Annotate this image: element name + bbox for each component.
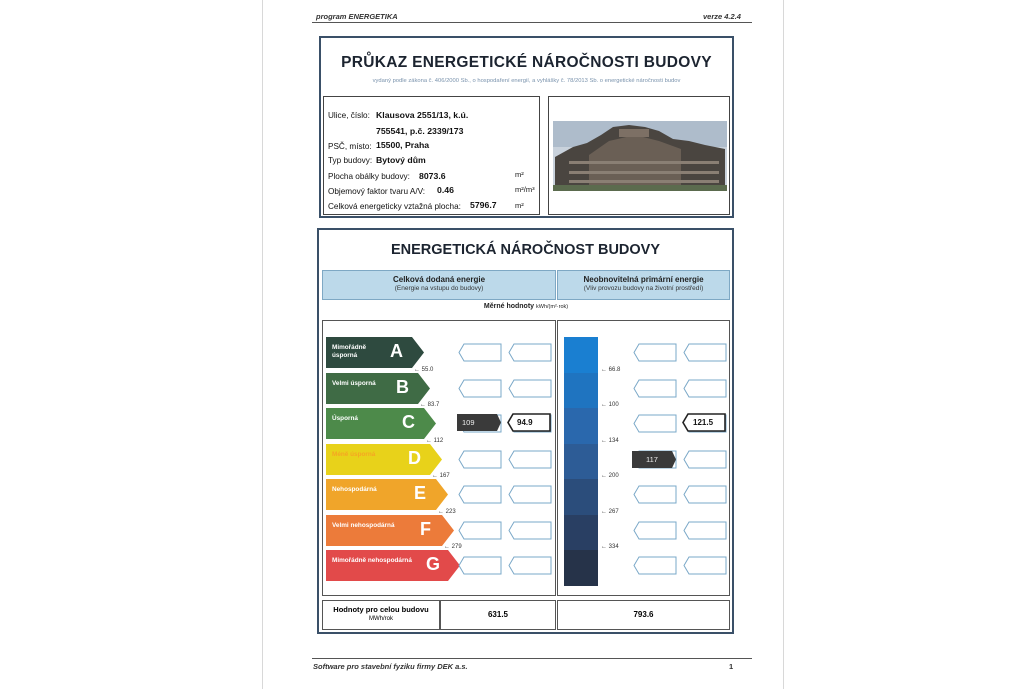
marker-slot-outline [458, 343, 502, 362]
energy-class-name: Velmi nehospodárná [332, 521, 395, 529]
psc-value: 15500, Praha [376, 140, 430, 150]
marker-slot-outline [458, 485, 502, 504]
right-column-subtitle: (Vliv provozu budovy na životní prostředí) [583, 285, 704, 292]
marker-slot-outline [508, 379, 552, 398]
marker-slot-outline [458, 556, 502, 575]
marker-slot-outline [683, 343, 727, 362]
primary-energy-segment [564, 373, 598, 409]
marker-slot-outline [508, 485, 552, 504]
right-threshold-label: ← 100 [601, 402, 619, 408]
program-name: program ENERGETIKA [316, 12, 398, 21]
floor-area-label: Celková energeticky vztažná plocha: [328, 202, 461, 211]
measure-unit: kWh/(m²·rok) [536, 304, 569, 310]
marker-slot-outline [683, 450, 727, 469]
energy-class-e [326, 479, 448, 510]
right-threshold-label: ← 267 [601, 508, 619, 515]
energy-class-name: Velmi úsporná [332, 379, 376, 387]
factor-label: Objemový faktor tvaru A/V: [328, 187, 426, 196]
marker-slot-outline [683, 485, 727, 504]
marker-slot-outline [683, 521, 727, 540]
total-primary-value: 793.6 [633, 610, 654, 619]
right-column-title: Neobnovitelná primární energie [583, 275, 704, 284]
primary-energy-segment [564, 550, 598, 586]
marker-slot-outline [508, 450, 552, 469]
energy-class-letter: B [396, 376, 409, 397]
marker-slot-outline [458, 379, 502, 398]
energy-class-letter: D [408, 447, 421, 468]
left-column-subtitle: (Energie na vstupu do budovy) [394, 285, 484, 292]
energy-class-arrow [326, 408, 436, 439]
left-column-title: Celková dodaná energie [392, 275, 486, 284]
area-label: Plocha obálky budovy: [328, 172, 410, 181]
energy-class-letter: A [390, 341, 403, 361]
street-value-2: 755541, p.č. 2339/173 [376, 126, 464, 136]
type-value: Bytový dům [376, 155, 426, 165]
totals-unit: MWh/rok [369, 616, 393, 622]
left-threshold-label: ← 55.0 [414, 366, 434, 373]
primary-energy-segment [564, 515, 598, 551]
marker-slot-outline [683, 556, 727, 575]
type-label: Typ budovy: [328, 156, 373, 165]
marker-slot-outline [458, 521, 502, 540]
rating-title: ENERGETICKÁ NÁROČNOST BUDOVY [390, 242, 661, 258]
total-delivered-value: 631.5 [487, 610, 509, 619]
marker-slot-outline [633, 521, 677, 540]
marker-slot-outline [508, 556, 552, 575]
energy-class-g [326, 550, 460, 581]
total-primary-cell [557, 600, 730, 630]
factor-unit: m²/m³ [515, 185, 535, 194]
energy-class-arrow [326, 479, 448, 510]
left-threshold-label: ← 279 [444, 544, 462, 550]
right-threshold-label: ← 200 [601, 473, 619, 479]
left-threshold-label: ← 223 [438, 508, 456, 515]
energy-class-name: Úsporná [332, 415, 358, 422]
right-threshold-label: ← 66.8 [601, 366, 621, 373]
footer-rule [312, 658, 752, 659]
energy-class-letter: G [426, 554, 441, 574]
marker-slot-outline [633, 414, 677, 433]
left-column-header [322, 270, 556, 300]
energy-class-arrow [326, 373, 430, 404]
left-threshold-label: ← 167 [432, 473, 450, 479]
energy-class-name: Nehospodárná [332, 486, 377, 493]
psc-label: PSČ, místo: [328, 142, 372, 151]
header-rule [312, 22, 752, 23]
energy-class-c [326, 408, 436, 439]
energy-class-letter: F [420, 518, 431, 539]
marker-slot-outline [633, 343, 677, 362]
measure-label: Měrné hodnoty [483, 303, 535, 310]
area-value: 8073.6 [419, 171, 446, 181]
total-delivered-cell [440, 600, 556, 630]
building-photo [548, 96, 730, 215]
primary-energy-segment [564, 408, 598, 444]
marker-slot-outline [683, 379, 727, 398]
energy-class-d [326, 444, 442, 475]
marker-slot-outline [633, 556, 677, 575]
marker-slot-outline [508, 343, 552, 362]
right-threshold-label: ← 334 [601, 544, 619, 550]
energy-class-f [326, 515, 454, 546]
marker-slot-outline [458, 450, 502, 469]
footer-software: Software pro stavební fyziku firmy DEK a.s. [313, 662, 468, 671]
factor-value: 0.46 [437, 185, 454, 195]
marker-slot-outline [633, 379, 677, 398]
certificate-title: PRŮKAZ ENERGETICKÉ NÁROČNOSTI BUDOVY [341, 54, 712, 71]
totals-label: Hodnoty pro celou budovu [333, 605, 429, 614]
measure-header [322, 303, 730, 310]
marker-slot-outline [633, 485, 677, 504]
right-building-value: 121.5 [693, 418, 714, 427]
primary-energy-segment [564, 479, 598, 515]
energy-class-letter: E [414, 483, 427, 503]
right-column-header [557, 270, 730, 300]
energy-class-name: Mimořádně nehospodárná [332, 557, 412, 564]
right-reference-value: 117 [646, 455, 658, 464]
left-reference-value: 109 [462, 418, 475, 427]
area-unit: m² [515, 170, 524, 179]
floor-area-value: 5796.7 [470, 200, 497, 210]
energy-class-a [326, 337, 424, 368]
energy-class-name: Méně úsporná [332, 450, 376, 458]
street-label: Ulice, číslo: [328, 111, 370, 120]
totals-label-cell [322, 600, 440, 630]
certificate-subtitle: vydaný podle zákona č. 406/2000 Sb., o hospodaření energií, a vyhlášky č. 78/2013 Sb. o energetické náročnosti budov [372, 78, 681, 84]
street-value-1: Klausova 2551/13, k.ú. [376, 110, 469, 120]
energy-class-arrow [326, 515, 454, 546]
energy-class-name: Mimořádně úsporná [332, 344, 367, 359]
floor-area-unit: m² [515, 201, 524, 210]
footer-page-number: 1 [729, 662, 734, 671]
program-version: verze 4.2.4 [703, 12, 741, 21]
left-threshold-label: ← 112 [426, 437, 444, 444]
marker-slot-outline [508, 521, 552, 540]
energy-class-b [326, 373, 430, 404]
right-threshold-label: ← 134 [601, 437, 619, 444]
primary-energy-segment [564, 337, 598, 373]
primary-energy-segment [564, 444, 598, 480]
energy-class-letter: C [402, 412, 415, 432]
energy-class-arrow [326, 444, 442, 475]
left-threshold-label: ← 83.7 [420, 402, 440, 408]
left-building-value: 94.9 [517, 418, 533, 427]
